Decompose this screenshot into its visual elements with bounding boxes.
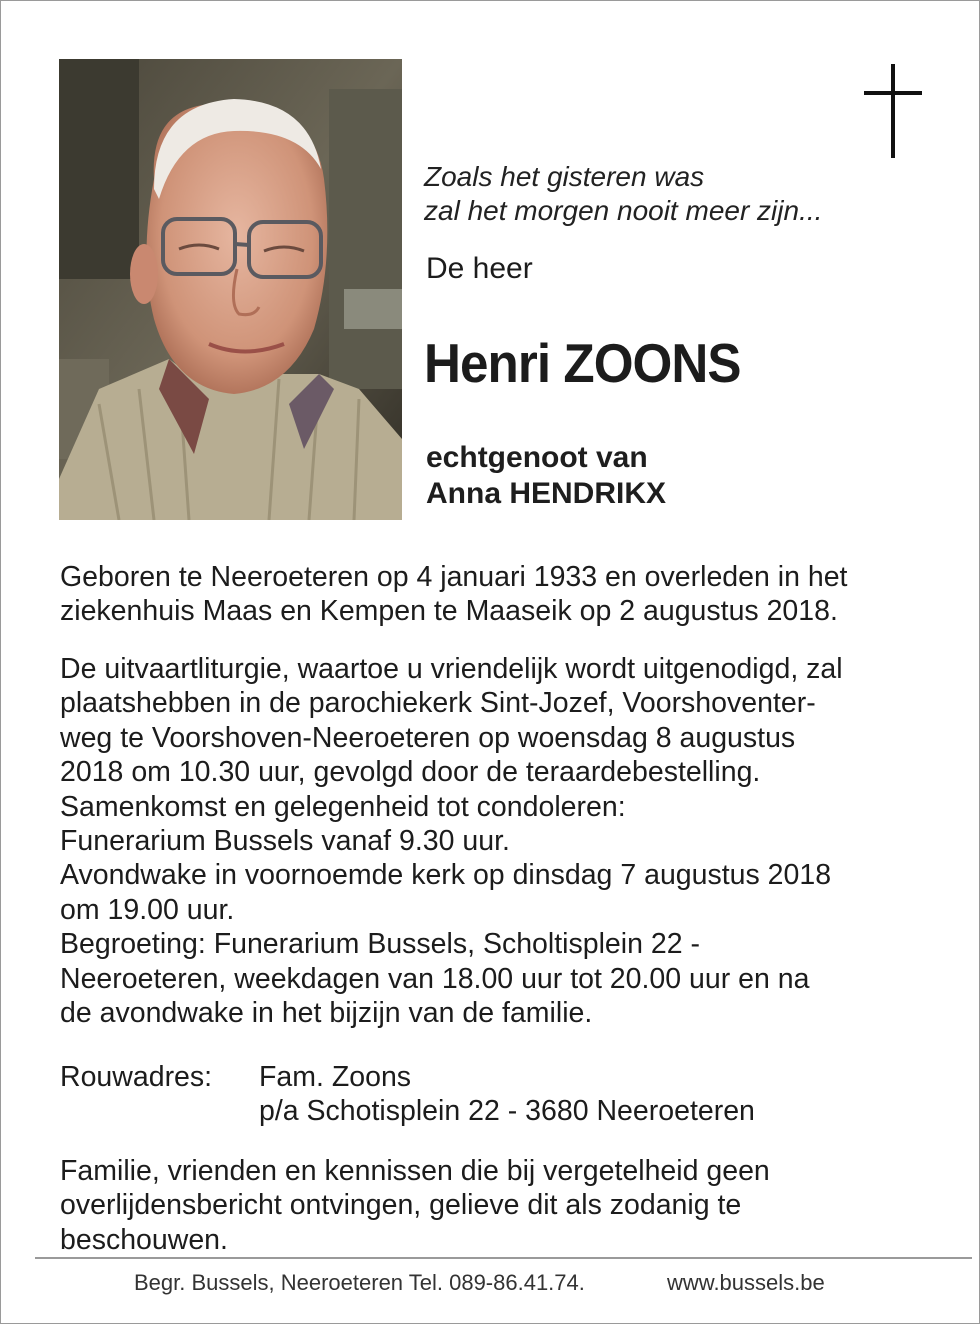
notice-line-3: beschouwen. [60,1223,228,1256]
ceremony-line: de avondwake in het bijzijn van de familie. [60,997,593,1030]
portrait-photo [59,59,402,520]
birth-line-2: ziekenhuis Maas en Kempen te Maaseik op 2 augustus 2018. [60,595,838,628]
salutation: De heer [426,252,533,285]
ceremony-line: Neeroeteren, weekdagen van 18.00 uur tot 20.00 uur en na [60,962,810,995]
spouse-info [426,440,666,512]
birth-death-paragraph [60,560,940,629]
address-line-2: p/a Schotisplein 22 - 3680 Neeroeteren [259,1095,755,1128]
ceremony-line: Avondwake in voornoemde kerk op dinsdag 7 augustus 2018 [60,859,832,892]
ceremony-line: De uitvaartliturgie, waartoe u vriendelijk wordt uitgenodigd, zal [60,653,843,685]
quote-line-1: Zoals het gisteren was [424,161,705,192]
ceremony-line: Funerarium Bussels vanaf 9.30 uur. [60,825,510,858]
address-value [259,1060,755,1129]
quote-line-2: zal het morgen nooit meer zijn... [424,195,823,226]
notice-line-1: Familie, vrienden en kennissen die bij vergetelheid geen [60,1155,770,1187]
ceremony-line: 2018 om 10.30 uur, gevolgd door de teraardebestelling. [60,756,761,789]
ceremony-line: weg te Voorshoven-Neeroeteren op woensdag 8 augustus [60,721,796,754]
deceased-name: Henri ZOONS [424,332,741,394]
spouse-line-2: Anna HENDRIKX [426,477,667,510]
ceremony-paragraph [60,652,940,1030]
address-label: Rouwadres: [60,1061,213,1093]
quote [424,160,944,228]
cross-icon [864,64,922,158]
ceremony-line: plaatshebben in de parochiekerk Sint-Jozef, Voorshoventer- [60,687,816,720]
footer-website-link[interactable]: www.bussels.be [667,1270,825,1295]
footer-divider [35,1257,972,1259]
address-line-1: Fam. Zoons [259,1061,412,1093]
ceremony-line: Begroeting: Funerarium Bussels, Scholtisplein 22 - [60,928,700,961]
birth-line-1: Geboren te Neeroeteren op 4 januari 1933 en overleden in het [60,561,848,593]
spouse-line-1: echtgenoot van [426,441,648,474]
footer-contact: Begr. Bussels, Neeroeteren Tel. 089-86.41.74. [134,1270,585,1295]
ceremony-line: Samenkomst en gelegenheid tot condoleren: [60,790,626,823]
notice-paragraph [60,1154,940,1257]
notice-line-2: overlijdensbericht ontvingen, gelieve dit als zodanig te [60,1189,742,1222]
ceremony-line: om 19.00 uur. [60,893,235,926]
